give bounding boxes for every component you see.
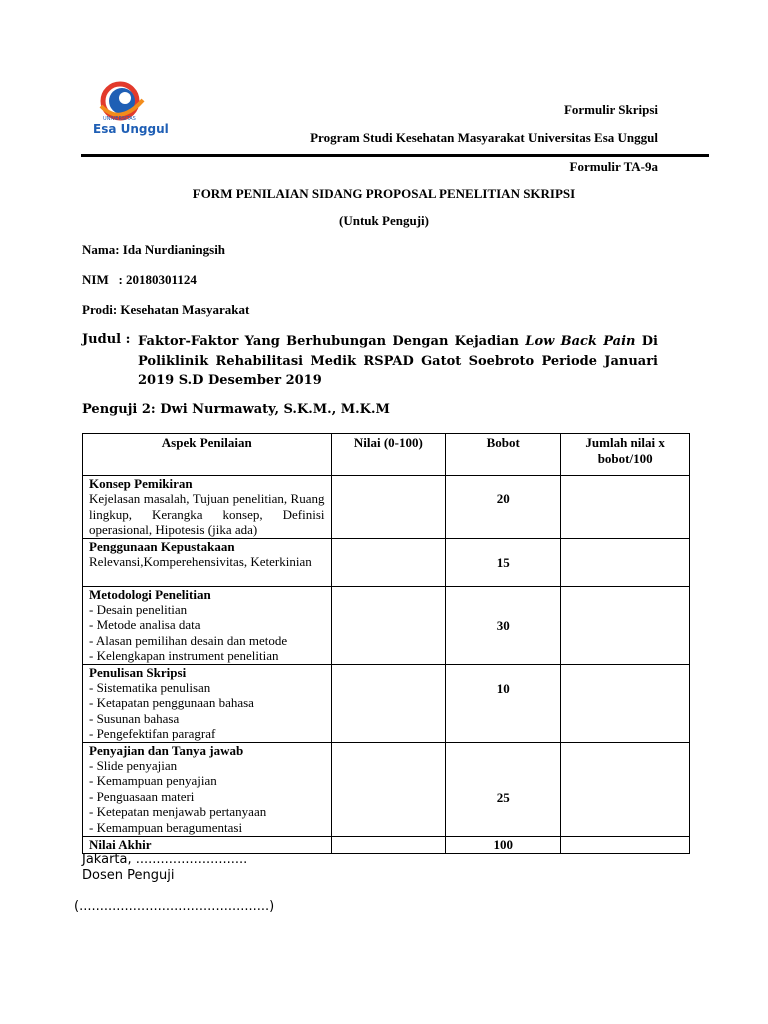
aspek-title: Konsep Pemikiran bbox=[89, 476, 193, 491]
aspek-item: - Ketepatan menjawab pertanyaan bbox=[89, 804, 267, 820]
logo-small-text: UNIVERSITAS bbox=[103, 116, 136, 122]
page-title: FORM PENILAIAN SIDANG PROPOSAL PENELITIAN SKRIPSI bbox=[192, 186, 576, 201]
bobot-cell bbox=[446, 476, 561, 539]
aspek-item: - Ketapatan penggunaan bahasa bbox=[89, 695, 254, 711]
bobot-total-cell bbox=[446, 837, 561, 854]
nilai-cell[interactable] bbox=[331, 587, 446, 665]
aspek-cell bbox=[83, 665, 332, 743]
table-row bbox=[83, 587, 690, 665]
nilai-cell[interactable] bbox=[331, 743, 446, 837]
judul-label: Judul : bbox=[82, 332, 131, 347]
aspek-cell bbox=[83, 587, 332, 665]
aspek-cell bbox=[83, 539, 332, 587]
header-divider bbox=[81, 154, 709, 157]
total-bobot: 100 bbox=[493, 837, 513, 852]
table-total-row bbox=[83, 837, 690, 854]
table-row bbox=[83, 665, 690, 743]
aspek-cell bbox=[83, 476, 332, 539]
signature-place: Jakarta, ........................... bbox=[82, 852, 248, 867]
judul-text-after: Di Poliklinik Rehabilitasi Medik RSPAD Gatot Soebroto Periode Januari 2019 S.D Desember 2019 bbox=[138, 334, 658, 388]
bobot-value: 15 bbox=[496, 555, 510, 570]
signature-role: Dosen Penguji bbox=[82, 868, 175, 883]
signature-line: (..............................................) bbox=[74, 899, 275, 914]
field-nim: NIM : 20180301124 bbox=[82, 272, 197, 287]
jumlah-cell[interactable] bbox=[561, 539, 690, 587]
jumlah-cell[interactable] bbox=[561, 476, 690, 539]
aspek-item: - Kemampuan beragumentasi bbox=[89, 819, 243, 835]
university-logo bbox=[93, 78, 169, 138]
aspek-desc: Relevansi,Komperehensivitas, Keterkinian bbox=[89, 554, 312, 569]
aspek-item: - Pengefektifan paragraf bbox=[89, 726, 216, 742]
header-aspek: Aspek Penilaian bbox=[83, 434, 332, 476]
field-nama: Nama: Ida Nurdianingsih bbox=[82, 242, 226, 257]
table-row bbox=[83, 539, 690, 587]
jumlah-cell[interactable] bbox=[561, 743, 690, 837]
nilai-cell[interactable] bbox=[331, 665, 446, 743]
penguji: Penguji 2: Dwi Nurmawaty, S.K.M., M.K.M bbox=[82, 402, 390, 417]
bobot-cell bbox=[446, 539, 561, 587]
assessment-table bbox=[82, 433, 690, 854]
jumlah-cell[interactable] bbox=[561, 587, 690, 665]
judul-text-before: Faktor-Faktor Yang Berhubungan Dengan Kejadian bbox=[138, 334, 526, 349]
aspek-item: - Susunan bahasa bbox=[89, 710, 180, 726]
aspek-item: - Penguasaan materi bbox=[89, 788, 195, 804]
field-prodi: Prodi: Kesehatan Masyarakat bbox=[82, 302, 250, 317]
aspek-item: - Slide penyajian bbox=[89, 758, 178, 773]
header-nilai: Nilai (0-100) bbox=[331, 434, 446, 476]
form-name: Formulir Skripsi bbox=[563, 102, 658, 117]
aspek-title: Penyajian dan Tanya jawab bbox=[89, 743, 244, 758]
form-code: Formulir TA-9a bbox=[569, 159, 658, 174]
bobot-value: 25 bbox=[496, 790, 510, 805]
aspek-item: - Alasan pemilihan desain dan metode bbox=[89, 632, 288, 648]
header-jumlah: Jumlah nilai x bobot/100 bbox=[561, 434, 690, 476]
judul-text bbox=[138, 332, 658, 391]
jumlah-cell[interactable] bbox=[561, 665, 690, 743]
aspek-item: - Kelengkapan instrument penelitian bbox=[89, 648, 279, 664]
bobot-value: 10 bbox=[496, 681, 510, 696]
judul-italic: Low Back Pain bbox=[525, 334, 636, 349]
nilai-cell[interactable] bbox=[331, 476, 446, 539]
aspek-title: Metodologi Penelitian bbox=[89, 587, 211, 602]
aspek-item: - Sistematika penulisan bbox=[89, 680, 211, 695]
program-name: Program Studi Kesehatan Masyarakat Universitas Esa Unggul bbox=[310, 130, 658, 145]
aspek-title: Penggunaan Kepustakaan bbox=[89, 539, 235, 554]
aspek-item: - Desain penelitian bbox=[89, 602, 188, 617]
aspek-item: - Metode analisa data bbox=[89, 617, 201, 633]
bobot-value: 30 bbox=[496, 618, 510, 633]
bobot-cell bbox=[446, 665, 561, 743]
nilai-cell[interactable] bbox=[331, 539, 446, 587]
total-label-cell bbox=[83, 837, 332, 854]
page-subtitle: (Untuk Penguji) bbox=[339, 213, 429, 228]
bobot-cell bbox=[446, 743, 561, 837]
aspek-title: Penulisan Skripsi bbox=[89, 665, 187, 680]
logo-text: Esa Unggul bbox=[93, 122, 169, 136]
aspek-cell bbox=[83, 743, 332, 837]
aspek-item: - Kemampuan penyajian bbox=[89, 773, 217, 789]
table-row bbox=[83, 476, 690, 539]
table-header-row bbox=[83, 434, 690, 476]
total-label: Nilai Akhir bbox=[89, 837, 152, 852]
table-row bbox=[83, 743, 690, 837]
aspek-desc: Kejelasan masalah, Tujuan penelitian, Ruang lingkup, Kerangka konsep, Definisi operasional, Hipotesis (jika ada) bbox=[89, 491, 325, 537]
jumlah-total-cell[interactable] bbox=[561, 837, 690, 854]
nilai-total-cell[interactable] bbox=[331, 837, 446, 854]
header-bobot: Bobot bbox=[446, 434, 561, 476]
bobot-cell bbox=[446, 587, 561, 665]
bobot-value: 20 bbox=[496, 491, 510, 506]
